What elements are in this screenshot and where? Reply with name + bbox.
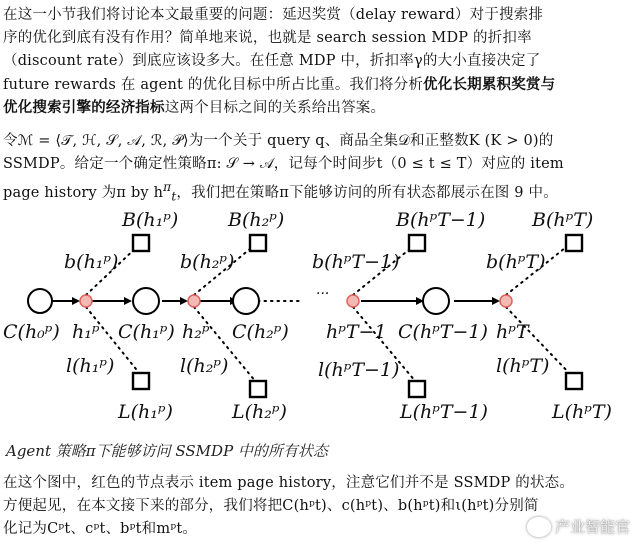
text-span: ι(hᵖt)分别简 — [455, 498, 539, 514]
label-C1: C(h₁ᵖ) — [118, 321, 175, 343]
label-BT: B(hᵖT) — [532, 209, 594, 231]
label-l1: l(h₁ᵖ) — [66, 355, 115, 377]
label-lT: l(hᵖT) — [496, 355, 550, 377]
watermark-text: 产业智能官 — [554, 518, 630, 536]
text-line: 序的优化到底有没有作用？简单地来说，也就是 search session MDP 的折扣率 — [3, 30, 532, 46]
node-labels — [3, 209, 612, 423]
text-line: 在这一小节我们将讨论本文最重要的问题：延迟奖赏（delay reward）对于搜索排 — [3, 7, 544, 23]
label-LT: L(hᵖT) — [552, 401, 612, 423]
text-span: future rewards 在 agent 的优化目标中所占比重。我们将分析 — [3, 77, 424, 93]
label-b1: b(h₁ᵖ) — [64, 251, 119, 273]
label-lT1: l(hᵖT−1) — [318, 359, 400, 381]
subscript: t — [171, 189, 177, 204]
label-l2: l(h₂ᵖ) — [180, 355, 229, 377]
label-L2: L(h₂ᵖ) — [232, 401, 287, 423]
text-span: page history 为π by h — [3, 184, 164, 201]
text-line: 化记为Cᵖt、cᵖt、bᵖt和mᵖt。 — [3, 521, 198, 537]
text-span: 这两个目标之间的关系给出答案。 — [164, 100, 386, 116]
watermark — [527, 516, 630, 537]
label-C2: C(h₂ᵖ) — [232, 321, 289, 343]
paragraph-intro — [3, 4, 635, 119]
text-line: SSMDP。给定一个确定性策略π: 𝒮 → 𝒜，记每个时间步t（0 ≤ t ≤ T）对应的 item — [3, 156, 564, 172]
state-diagram — [0, 198, 640, 438]
text-line: 在这个图中，红色的节点表示 item page history，注意它们并不是 SSMDP 的状态。 — [3, 475, 575, 491]
label-B2: B(h₂ᵖ) — [228, 209, 285, 231]
label-bT1: b(hᵖT−1) — [312, 251, 400, 273]
label-ellipsis: ··· — [316, 286, 330, 302]
label-hT1: hᵖT−1 — [326, 321, 387, 343]
label-BT1: B(hᵖT−1) — [396, 209, 486, 231]
text-line — [3, 495, 635, 518]
label-b2: b(h₂ᵖ) — [180, 251, 235, 273]
wechat-icon — [527, 517, 551, 537]
text-line — [3, 73, 635, 96]
label-h2: h₂ᵖ — [182, 321, 210, 343]
text-line: 令ℳ = ⟨𝒯, ℋ, 𝒮, 𝒜, ℛ, 𝒫⟩为一个关于 query q、商品全集𝒟和正整数K (K > 0)的 — [3, 133, 554, 149]
label-h1: h₁ᵖ — [72, 321, 100, 343]
label-bT: b(hᵖT) — [486, 251, 546, 273]
text-line — [3, 96, 635, 119]
text-line — [3, 176, 635, 204]
superscript: π — [163, 180, 172, 194]
label-hT: hᵖT — [496, 321, 529, 343]
text-span: 方便起见，在本文接下来的部分，我们将把C(hᵖt)、c(hᵖt)、b(hᵖt)和 — [3, 498, 456, 514]
text-line: （discount rate）到底应该设多大。在任意 MDP 中，折扣率γ的大小直接决定了 — [3, 53, 541, 69]
bold-phrase: 优化长期累积奖赏与 — [423, 76, 556, 93]
label-CT1: C(hᵖT−1) — [398, 321, 488, 343]
text-span: ，我们把在策略π下能够访问的所有状态都展示在图 9 中。 — [176, 184, 558, 201]
figure-caption: Agent 策略π下能够访问 SSMDP 中的所有状态 — [6, 442, 328, 460]
bold-phrase: 优化搜索引擎的经济指标 — [3, 99, 165, 116]
label-C0: C(h₀ᵖ) — [3, 321, 60, 343]
label-L1: L(h₁ᵖ) — [118, 401, 173, 423]
label-B1: B(h₁ᵖ) — [122, 209, 179, 231]
paragraph-definition — [3, 130, 635, 204]
label-LT1: L(hᵖT−1) — [400, 401, 488, 423]
